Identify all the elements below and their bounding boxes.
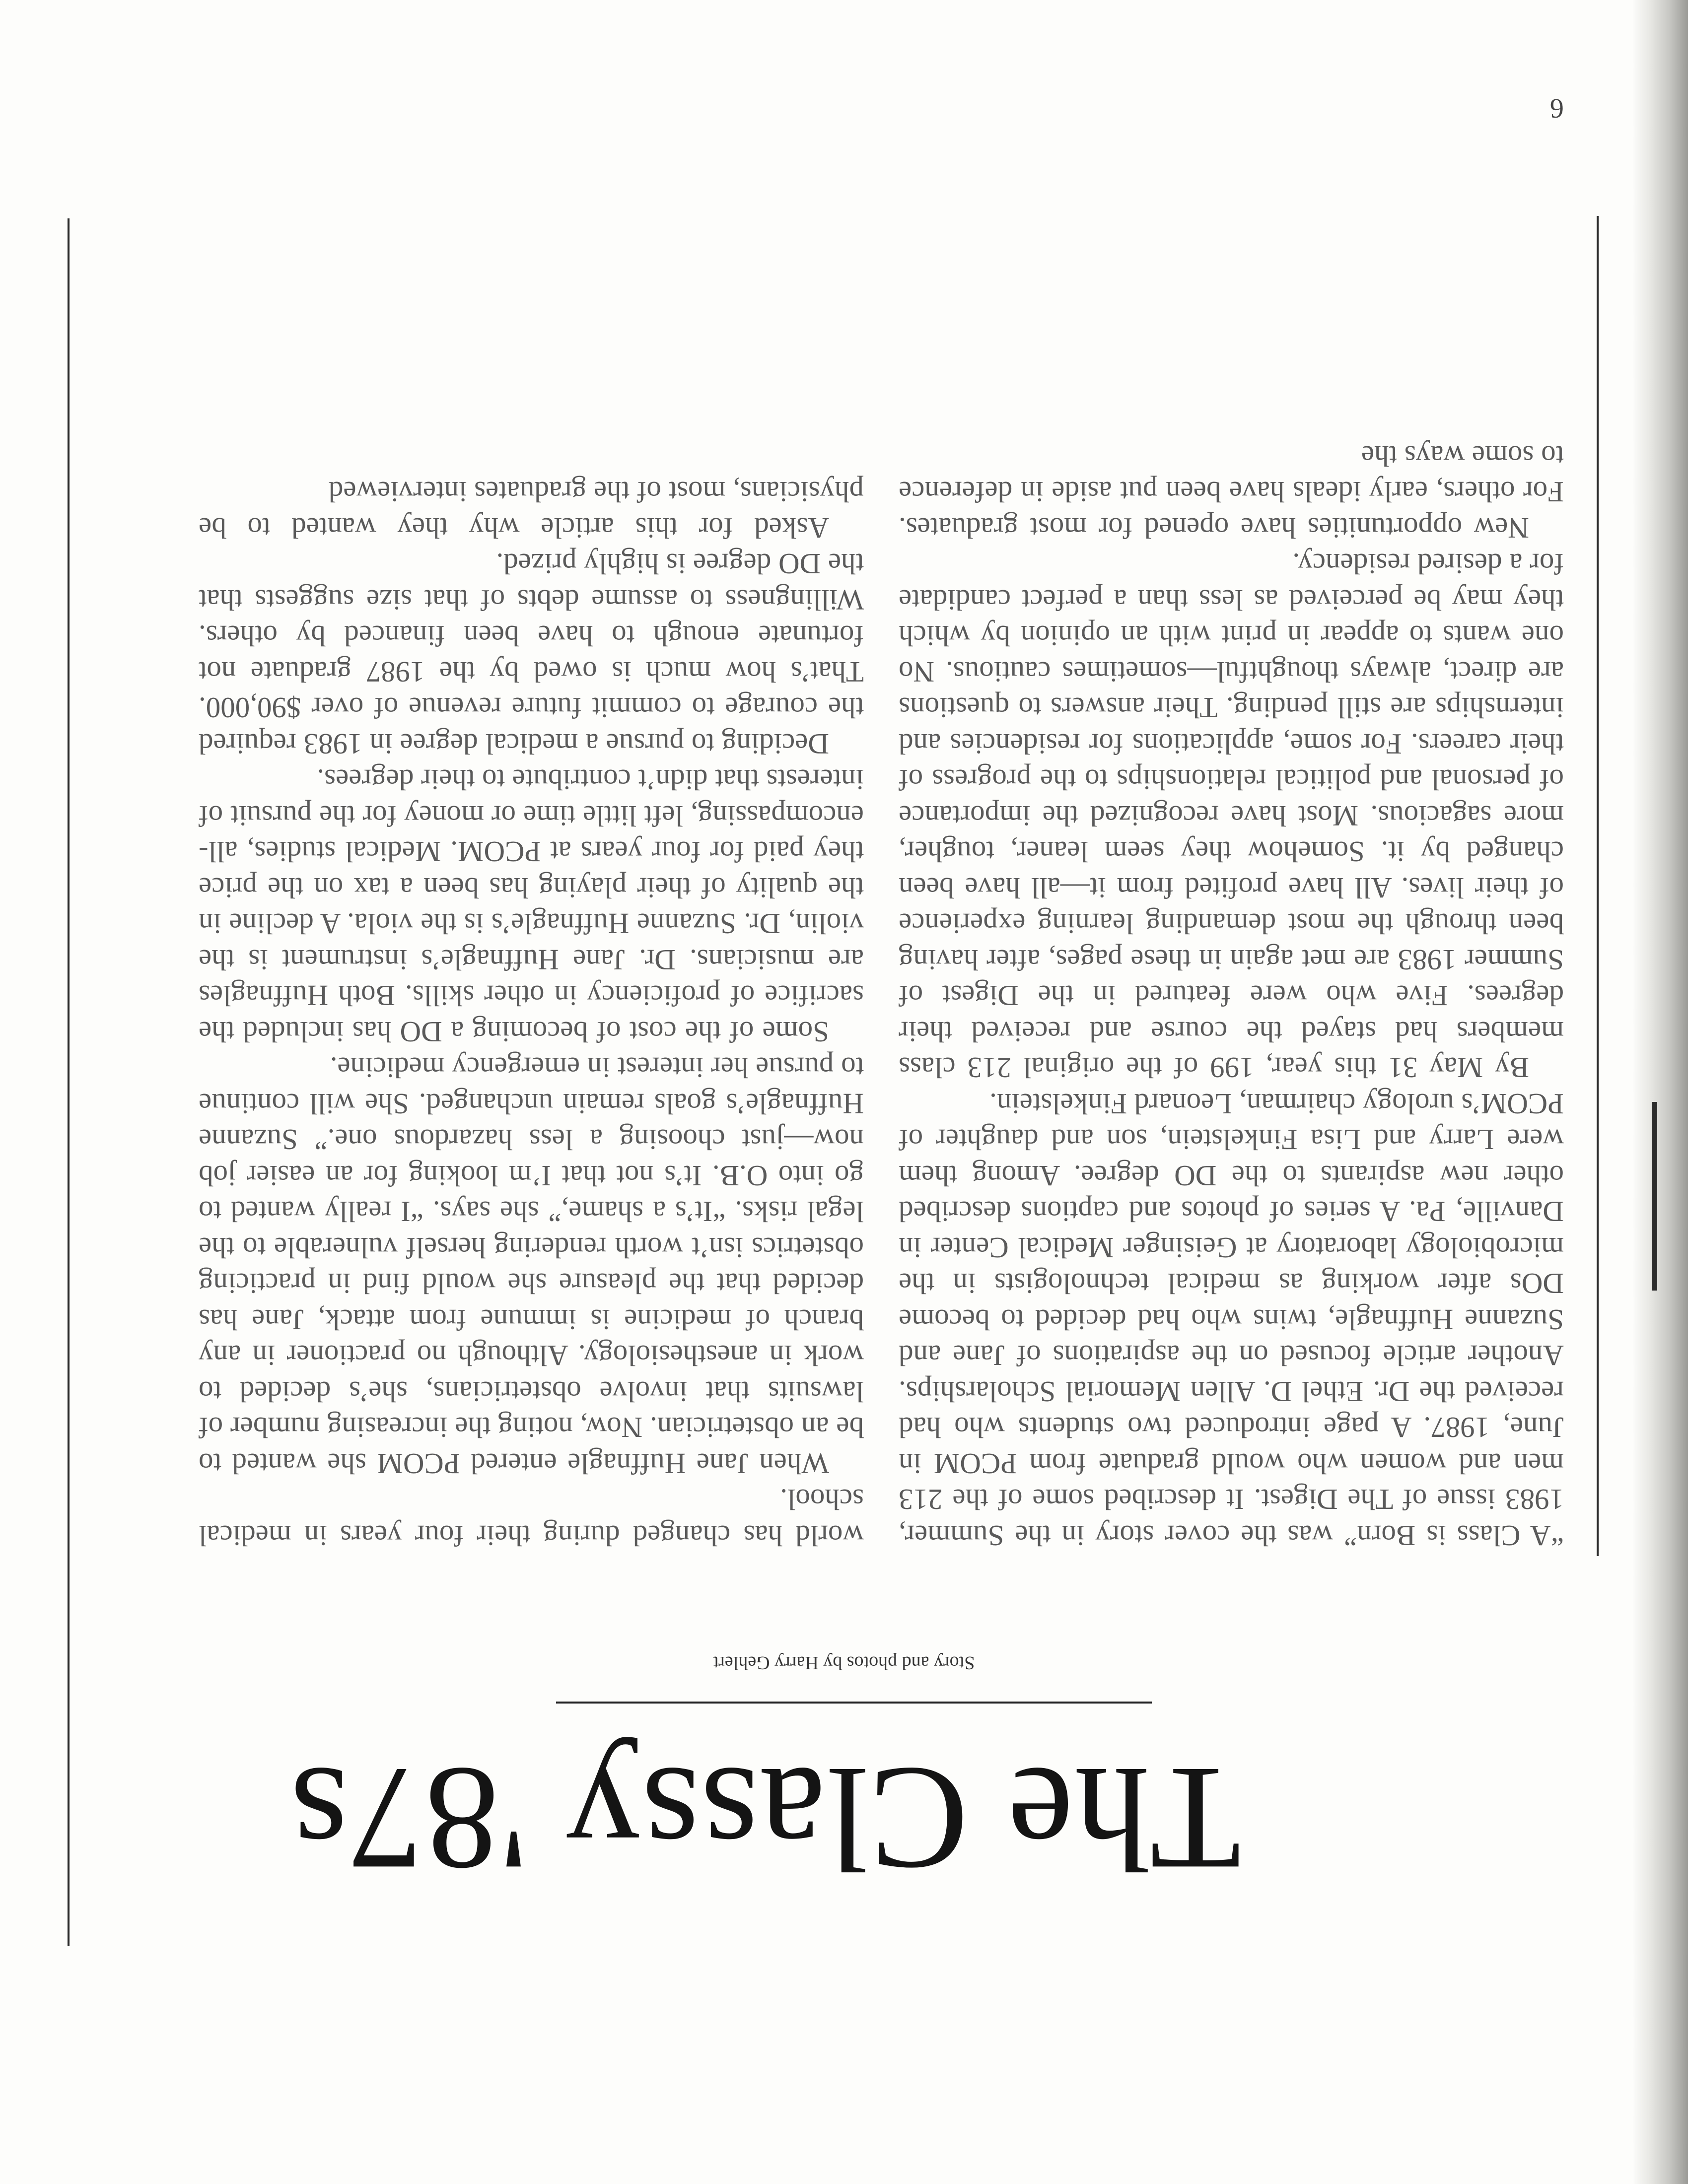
paragraph: “A Class is Born” was the cover story in the Summer, 1983 issue of The Digest. It described some of the 213 men and women who would graduate from PCOM in June, 1987. A page introduced two students who had received the Dr. Ethel D. Allen Memorial Scholarships. Another article focused on the aspirations of Jane and Suzanne Huffnagle, twins who had decided to become DOs after working as medical technologists in the microbiology laboratory at Geisinger Medical Center in Danville, Pa. A series of photos and captions described other new aspirants to the DO degree. Among them were Larry and Lisa Finkelstein, son and daughter of PCOM’s urology chairman, Leonard Finkelstein. [899, 1088, 1564, 1552]
paragraph: When Jane Huffnagle entered PCOM she wanted to be an obstetrician. Now, noting the increasing number of lawsuits that involve obstetricians, she’s decided to work in anesthesiology. Although no practioner in any branch of medicine is immune from attack, Jane has decided that the pleasure she would find in practicing obstetrics isn’t worth rendering herself vulnerable to the legal risks. “It’s a shame,” she says. “I really wanted to go into O.B. It’s not that I’m looking for an easier job now—just choosing a less hazardous one.” Suzanne Huffnagle’s goals remain unchanged. She will continue to pursue her interest in emergency medicine. [199, 1051, 864, 1480]
binding-mark [1652, 1102, 1657, 1291]
text-column-right [199, 474, 864, 1554]
paragraph: Some of the cost of becoming a DO has included the sacrifice of proficiency in other skills. Both Huffnagles are musicians. Dr. Jane Huffnagle’s instrument is the violin, Dr. Suzanne Huffnagle’s is the viola. A decline in the quality of their playing has been a tax on the price they paid for four years at PCOM. Medical studies, all-encompassing, left little time or money for the pursuit of interests that didn’t contribute to their degrees. [199, 763, 864, 1048]
left-vertical-rule [1597, 216, 1599, 1556]
right-vertical-rule [68, 218, 70, 1946]
page-number: 6 [1550, 93, 1564, 124]
paragraph: New opportunities have opened for most graduates. For others, early ideals have been put aside in deference to some ways the [899, 440, 1564, 545]
title-underline [556, 1702, 1152, 1704]
article-byline: Story and photos by Harry Gehlert [713, 1652, 975, 1673]
paragraph: world has changed during their four years in medical school. [199, 1483, 864, 1552]
paragraph: Deciding to pursue a medical degree in 1983 required the courage to commit future revenue of over $90,000. That’s how much is owed by the 1987 graduate not fortunate enough to have been financed by others. Willingness to assume debts of that size suggests that the DO degree is highly prized. [199, 547, 864, 760]
paragraph: By May 31 this year, 199 of the original 213 class members had stayed the course and received their degrees. Five who were featured in the Digest of Summer 1983 are met again in these pages, after having been through the most demanding learning experience of their lives. All have profited from it—all have been changed by it. Somehow they seem leaner, tougher, more sagacious. Most have recognized the importance of personal and political relationships to the progress of their careers. For some, applications for residencies and internships are still pending. Their answers to questions are direct, always thoughtful—sometimes cautious. No one wants to appear in print with an opinion by which they may be perceived as less than a perfect candidate for a desired residency. [899, 547, 1564, 1085]
paragraph: Asked for this article why they wanted to be physicians, most of the graduates interviewed [199, 476, 864, 545]
article-title: The Classy '87s [289, 1737, 1241, 1902]
binding-shadow [1633, 0, 1688, 2184]
text-column-left [899, 438, 1564, 1554]
